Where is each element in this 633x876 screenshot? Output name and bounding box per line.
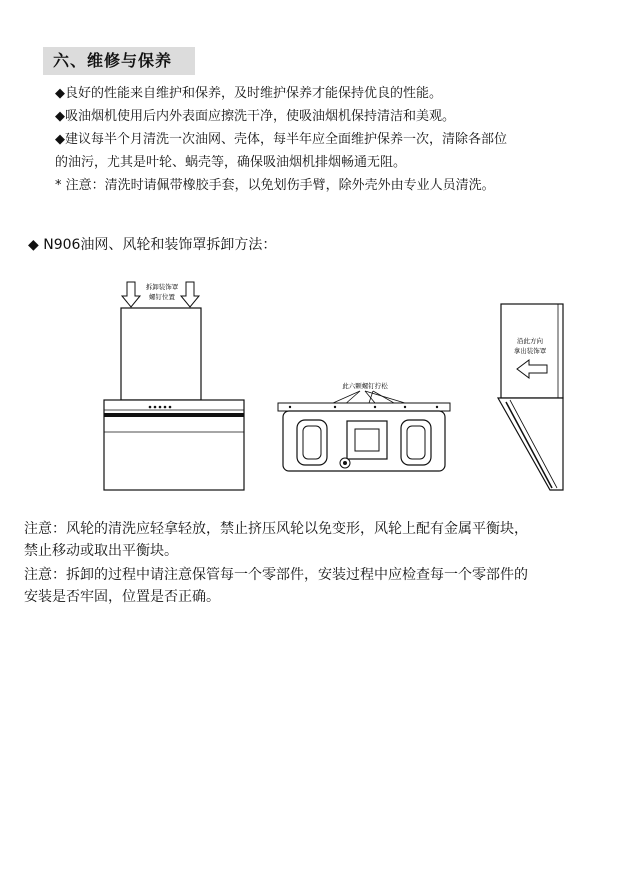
note-2-line-1: 注意：拆卸的过程中请注意保管每一个零部件，安装过程中应检查每一个零部件的	[24, 567, 528, 583]
direction-label-1: 沿此方向	[517, 337, 543, 345]
maintenance-caution: * 注意：清洗时请佩带橡胶手套，以免划伤手臂，除外壳外由专业人员清洗。	[55, 178, 495, 193]
maintenance-line-3: ◆建议每半个月清洗一次油网、壳体，每半年应全面维护保养一次，清除各部位	[55, 132, 507, 147]
note-1-line-2: 禁止移动或取出平衡块。	[24, 543, 178, 559]
disassembly-heading: ◆ N906油网、风轮和装饰罩拆卸方法：	[28, 237, 277, 253]
control-strip	[104, 413, 244, 417]
down-arrow-icon	[122, 282, 140, 307]
side-body	[498, 398, 563, 490]
screw-position-label-2: 螺钉位置	[149, 293, 175, 301]
chimney-cover	[121, 308, 201, 400]
oil-filter-right	[401, 420, 431, 465]
maintenance-line-1: ◆良好的性能来自维护和保养，及时维护保养才能保持优良的性能。	[55, 86, 442, 101]
direction-label-2: 拿出装饰罩	[513, 347, 547, 355]
section-title: 六、维修与保养	[43, 47, 195, 75]
hood-underside-figure	[275, 375, 455, 480]
hood-side-figure	[480, 300, 600, 495]
maintenance-line-2: ◆吸油烟机使用后内外表面应擦洗干净，使吸油烟机保持清洁和美观。	[55, 109, 455, 124]
down-arrow-icon	[181, 282, 199, 307]
fan-cover	[347, 421, 387, 459]
note-1-line-1: 注意：风轮的清洗应轻拿轻放，禁止挤压风轮以免变形，风轮上配有金属平衡块，	[24, 521, 528, 537]
six-screws-label: 此六颗螺钉拧松	[342, 382, 388, 390]
screw-position-label-1: 拆卸装饰罩	[145, 283, 179, 291]
hood-front-figure	[70, 280, 250, 495]
oil-filter-left	[297, 420, 327, 465]
note-2-line-2: 安装是否牢固，位置是否正确。	[24, 589, 220, 605]
maintenance-line-4: 的油污，尤其是叶轮、蜗壳等，确保吸油烟机排烟畅通无阻。	[55, 155, 407, 170]
